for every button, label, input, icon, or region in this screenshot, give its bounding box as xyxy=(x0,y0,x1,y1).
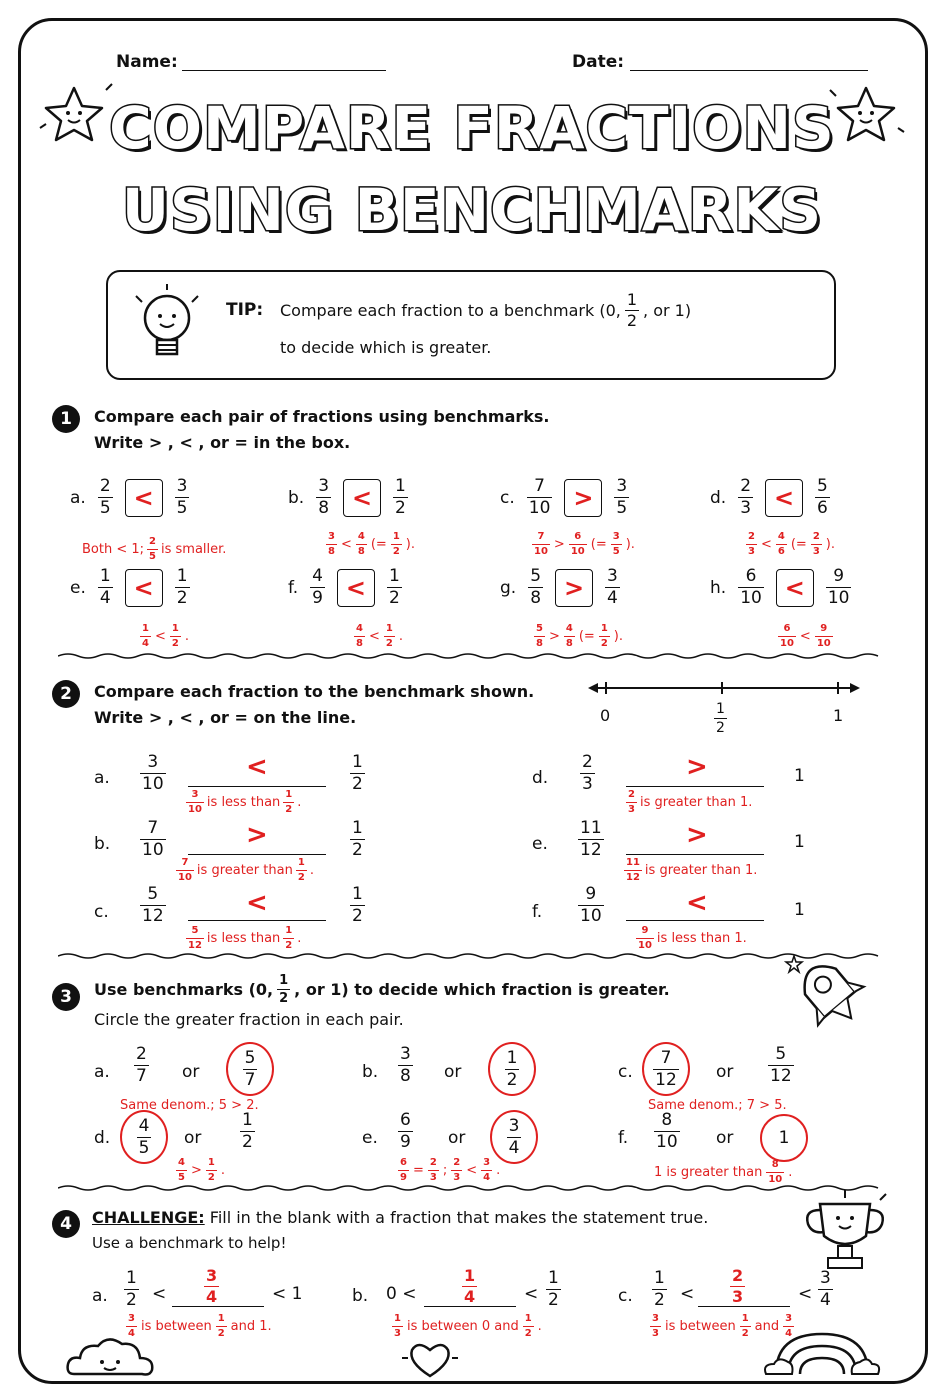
s4-b-lt: < xyxy=(524,1284,539,1304)
s1-note-f: $\frac{4}{8}$ < $\frac{1}{2}$ . xyxy=(356,623,403,649)
s1-note-a: Both < 1; $\frac{2}{5}$ is smaller. xyxy=(82,536,227,562)
s2-bench-e: 1 xyxy=(794,832,805,852)
s2-note-b: $\frac{7}{10}$ is greater than $\frac{1}{2}$ . xyxy=(178,857,314,883)
s4-a-lt: < xyxy=(152,1284,167,1304)
s3-label-e: e. xyxy=(362,1128,378,1148)
answer-box[interactable]: < xyxy=(776,569,814,607)
or-text: or xyxy=(448,1128,466,1148)
section-4-instructions: Use a benchmark to help! xyxy=(92,1234,287,1252)
section-2-number: 2 xyxy=(52,680,80,708)
name-label: Name: xyxy=(116,52,178,72)
answer-box[interactable]: < xyxy=(765,479,803,517)
number-line-0: 0 xyxy=(600,706,611,725)
answer-box[interactable]: > xyxy=(564,479,602,517)
s2-answer-b[interactable]: > xyxy=(246,820,268,850)
or-text: or xyxy=(182,1062,200,1082)
answer-line[interactable] xyxy=(172,1306,264,1307)
s2-label-d: d. xyxy=(532,768,549,788)
title-line-2: USING BENCHMARKS xyxy=(121,176,823,244)
s3-frac-a2-circled[interactable]: $\frac{5}{7}$ xyxy=(226,1042,274,1096)
trophy-icon xyxy=(790,1186,900,1282)
section-1-instructions: Write > , < , or = in the box. xyxy=(94,433,351,452)
section-3-instructions: Circle the greater fraction in each pair. xyxy=(94,1010,404,1029)
answer-line[interactable] xyxy=(188,854,326,855)
s4-label-c: c. xyxy=(618,1286,633,1306)
s3-note-f: 1 is greater than $\frac{8}{10}$ . xyxy=(654,1159,793,1185)
s2-label-a: a. xyxy=(94,768,110,788)
s4-label-b: b. xyxy=(352,1286,369,1306)
answer-line[interactable] xyxy=(698,1306,790,1307)
or-text: or xyxy=(716,1062,734,1082)
s2-label-b: b. xyxy=(94,834,111,854)
s3-frac-b1[interactable]: $\frac{3}{8}$ xyxy=(400,1044,411,1086)
s2-bench-b: $\frac{1}{2}$ xyxy=(352,818,363,860)
s2-answer-f[interactable]: < xyxy=(686,888,708,918)
s2-frac-f: $\frac{9}{10}$ xyxy=(580,884,602,926)
s3-frac-d2[interactable]: $\frac{1}{2}$ xyxy=(242,1110,253,1152)
s4-a-answer[interactable]: $\frac{3}{4}$ xyxy=(206,1266,218,1306)
rocket-icon xyxy=(780,948,880,1038)
s1-note-b: $\frac{3}{8}$ < $\frac{4}{8}$ (= $\frac{1}{2}$ ). xyxy=(328,531,415,557)
answer-box[interactable]: < xyxy=(343,479,381,517)
rainbow-icon xyxy=(762,1320,882,1376)
section-4-number: 4 xyxy=(52,1210,80,1238)
s3-frac-a1[interactable]: $\frac{2}{7}$ xyxy=(136,1044,147,1086)
s3-frac-f2-circled[interactable]: 1 xyxy=(760,1114,808,1162)
s2-answer-d[interactable]: > xyxy=(686,752,708,782)
tip-text-2: , or 1) xyxy=(643,301,692,320)
s2-bench-a: $\frac{1}{2}$ xyxy=(352,752,363,794)
s3-label-d: d. xyxy=(94,1128,111,1148)
s3-label-b: b. xyxy=(362,1062,379,1082)
s2-bench-d: 1 xyxy=(794,766,805,786)
s4-b-left: 0 < xyxy=(386,1284,417,1304)
s2-label-f: f. xyxy=(532,902,543,922)
s1-note-g: $\frac{5}{8}$ > $\frac{4}{8}$ (= $\frac{1}{2}$ ). xyxy=(536,623,623,649)
s2-frac-a: $\frac{3}{10}$ xyxy=(142,752,164,794)
s1-note-d: $\frac{2}{3}$ < $\frac{4}{6}$ (= $\frac{2}{3}$ ). xyxy=(748,531,835,557)
s2-answer-e[interactable]: > xyxy=(686,820,708,850)
answer-line[interactable] xyxy=(626,854,764,855)
number-line xyxy=(588,678,860,698)
s1-item-d: d. $\frac{2}{3}$ < $\frac{5}{6}$ xyxy=(710,476,828,518)
s1-item-e: e. $\frac{1}{4}$ < $\frac{1}{2}$ xyxy=(70,566,188,608)
s2-frac-c: $\frac{5}{12}$ xyxy=(142,884,164,926)
s4-note-a: $\frac{3}{4}$ is between $\frac{1}{2}$ and 1. xyxy=(128,1313,272,1339)
s4-c-left: $\frac{1}{2}$ xyxy=(654,1268,665,1310)
s1-note-c: $\frac{7}{10}$ > $\frac{6}{10}$ (= $\frac{3}{5}$ ). xyxy=(534,531,635,557)
s3-frac-f1[interactable]: $\frac{8}{10}$ xyxy=(656,1110,678,1152)
s4-label-a: a. xyxy=(92,1286,108,1306)
s4-note-b: $\frac{1}{3}$ is between 0 and $\frac{1}{2}$ . xyxy=(394,1313,542,1339)
s2-frac-b: $\frac{7}{10}$ xyxy=(142,818,164,860)
divider xyxy=(58,652,882,660)
s3-label-f: f. xyxy=(618,1128,629,1148)
s2-note-d: $\frac{2}{3}$ is greater than 1. xyxy=(628,789,753,815)
s3-note-c: Same denom.; 7 > 5. xyxy=(648,1098,787,1113)
answer-line[interactable] xyxy=(424,1306,516,1307)
answer-box[interactable]: < xyxy=(125,569,163,607)
date-label: Date: xyxy=(572,52,625,72)
s2-label-e: e. xyxy=(532,834,548,854)
heart-icon xyxy=(398,1336,462,1380)
s3-label-c: c. xyxy=(618,1062,633,1082)
answer-line[interactable] xyxy=(188,920,326,921)
s2-note-e: $\frac{11}{12}$ is greater than 1. xyxy=(626,857,758,883)
s1-item-f: f. $\frac{4}{9}$ < $\frac{1}{2}$ xyxy=(288,566,400,608)
s2-note-c: $\frac{5}{12}$ is less than $\frac{1}{2}$ . xyxy=(188,925,302,951)
or-text: or xyxy=(716,1128,734,1148)
s3-note-e: $\frac{6}{9}$ = $\frac{2}{3}$ ; $\frac{2}{3}$ < $\frac{3}{4}$ . xyxy=(400,1157,501,1183)
s1-item-a: a. $\frac{2}{5}$ < $\frac{3}{5}$ xyxy=(70,476,188,518)
tip-text: Compare each fraction to a benchmark (0, xyxy=(280,301,621,320)
s3-label-a: a. xyxy=(94,1062,110,1082)
s3-frac-e1[interactable]: $\frac{6}{9}$ xyxy=(400,1110,411,1152)
s2-answer-a[interactable]: < xyxy=(246,752,268,782)
s4-c-right: $\frac{3}{4}$ xyxy=(820,1268,831,1310)
number-line-1: 1 xyxy=(833,706,844,725)
or-text: or xyxy=(184,1128,202,1148)
date-field[interactable] xyxy=(630,70,868,71)
s2-bench-c: $\frac{1}{2}$ xyxy=(352,884,363,926)
tip-label: TIP: xyxy=(226,300,264,320)
answer-box[interactable]: < xyxy=(337,569,375,607)
s3-frac-e2-circled[interactable]: $\frac{3}{4}$ xyxy=(490,1110,538,1164)
s2-note-f: $\frac{9}{10}$ is less than 1. xyxy=(638,925,747,951)
s2-note-a: $\frac{3}{10}$ is less than $\frac{1}{2}$ . xyxy=(188,789,302,815)
answer-line[interactable] xyxy=(626,920,764,921)
s2-answer-c[interactable]: < xyxy=(246,888,268,918)
cloud-icon xyxy=(62,1330,162,1378)
section-2-instructions: Write > , < , or = on the line. xyxy=(94,708,357,727)
s4-b-right: $\frac{1}{2}$ xyxy=(548,1268,559,1310)
number-line-half: $\frac{1}{2}$ xyxy=(716,701,725,736)
section-1-number: 1 xyxy=(52,405,80,433)
s2-label-c: c. xyxy=(94,902,109,922)
s1-item-h: h. $\frac{6}{10}$ < $\frac{9}{10}$ xyxy=(710,566,850,608)
answer-line[interactable] xyxy=(188,786,326,787)
answer-box[interactable]: > xyxy=(555,569,593,607)
answer-box[interactable]: < xyxy=(125,479,163,517)
s3-note-d: $\frac{4}{5}$ > $\frac{1}{2}$ . xyxy=(178,1157,225,1183)
answer-line[interactable] xyxy=(626,786,764,787)
divider xyxy=(58,1184,882,1192)
s4-c-rt: < xyxy=(798,1284,813,1304)
s3-frac-b2-circled[interactable]: $\frac{1}{2}$ xyxy=(488,1042,536,1096)
tip-text-3: to decide which is greater. xyxy=(280,338,492,357)
lightbulb-icon xyxy=(122,280,212,370)
s3-frac-c2[interactable]: $\frac{5}{12}$ xyxy=(770,1044,792,1086)
s4-note-c: $\frac{3}{3}$ is between $\frac{1}{2}$ and $\frac{3}{4}$ xyxy=(652,1313,793,1339)
section-2-heading: Compare each fraction to the benchmark shown. xyxy=(94,682,535,701)
s1-item-c: c. $\frac{7}{10}$ > $\frac{3}{5}$ xyxy=(500,476,628,518)
s4-a-left: $\frac{1}{2}$ xyxy=(126,1268,137,1310)
s4-b-answer[interactable]: $\frac{1}{4}$ xyxy=(464,1266,476,1306)
section-3-heading: Use benchmarks (0, $\frac{1}{2}$ , or 1) to decide which fraction is greater. xyxy=(94,973,670,1006)
s1-item-g: g. $\frac{5}{8}$ > $\frac{3}{4}$ xyxy=(500,566,618,608)
s3-frac-d1-circled[interactable]: $\frac{4}{5}$ xyxy=(120,1110,168,1164)
s2-bench-f: 1 xyxy=(794,900,805,920)
section-1-heading: Compare each pair of fractions using benchmarks. xyxy=(94,407,550,426)
s3-note-a: Same denom.; 5 > 2. xyxy=(120,1098,259,1113)
title-line-1: COMPARE FRACTIONS xyxy=(109,94,835,162)
tip-half: $\frac{1}{2}$ xyxy=(626,290,638,330)
divider xyxy=(58,952,882,960)
s1-item-b: b. $\frac{3}{8}$ < $\frac{1}{2}$ xyxy=(288,476,406,518)
tip-box xyxy=(106,270,836,380)
name-field[interactable] xyxy=(182,70,386,71)
s4-a-right: < 1 xyxy=(272,1284,303,1304)
s2-frac-e: $\frac{11}{12}$ xyxy=(580,818,602,860)
s1-note-e: $\frac{1}{4}$ < $\frac{1}{2}$ . xyxy=(142,623,189,649)
s4-c-answer[interactable]: $\frac{2}{3}$ xyxy=(732,1266,744,1306)
or-text: or xyxy=(444,1062,462,1082)
s4-c-lt: < xyxy=(680,1284,695,1304)
s3-frac-c1-circled[interactable]: $\frac{7}{12}$ xyxy=(642,1042,690,1096)
section-3-number: 3 xyxy=(52,983,80,1011)
section-4-heading: CHALLENGE: Fill in the blank with a fraction that makes the statement true. xyxy=(92,1208,709,1227)
s1-note-h: $\frac{6}{10}$ < $\frac{9}{10}$ xyxy=(780,623,831,649)
s2-frac-d: $\frac{2}{3}$ xyxy=(582,752,593,794)
